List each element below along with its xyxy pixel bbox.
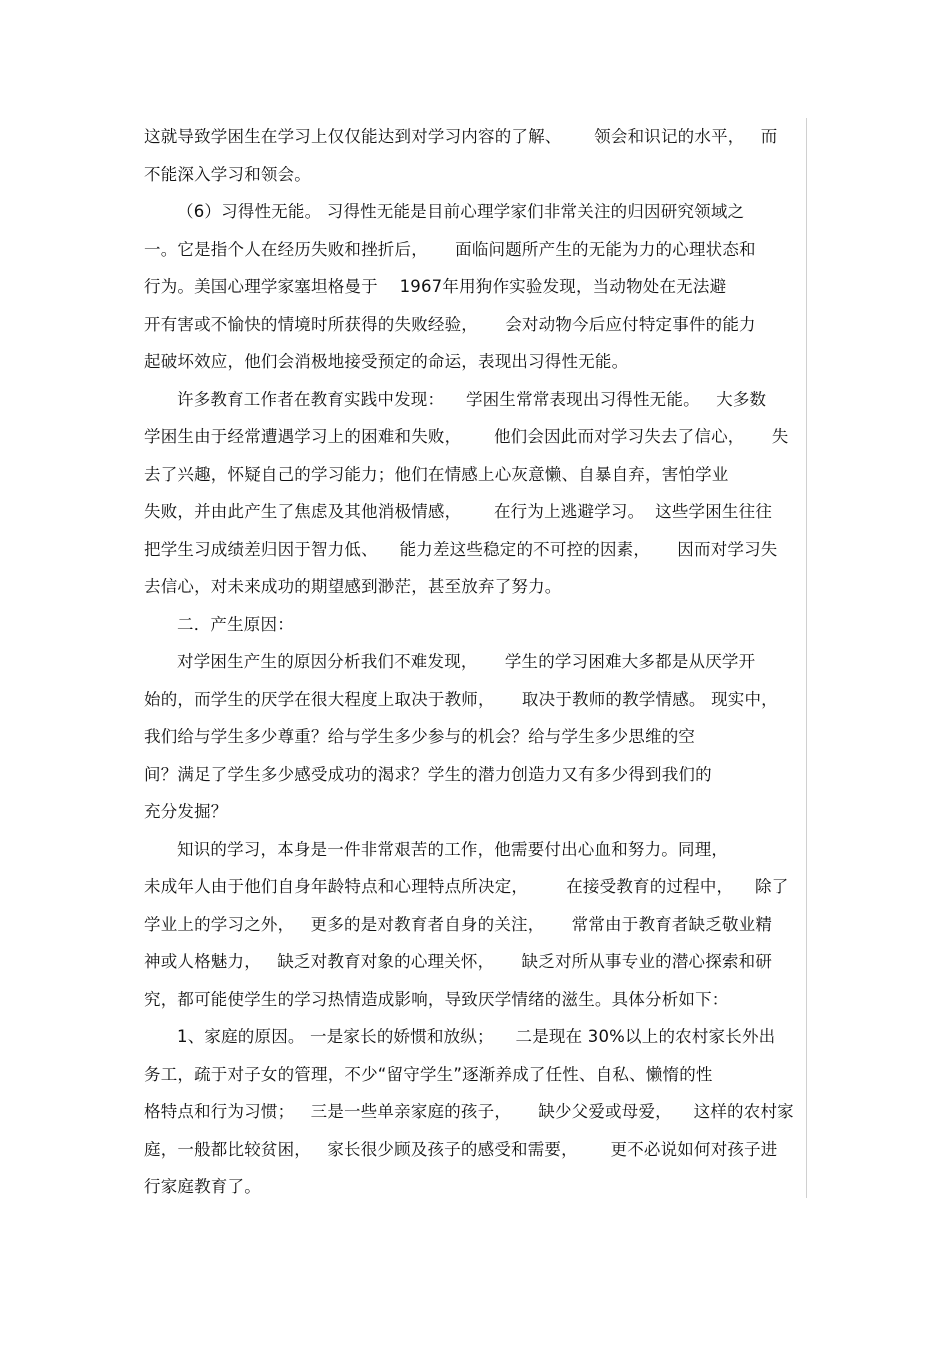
text-line: 始的，而学生的厌学在很大程度上取决于教师， 取决于教师的教学情感。 现实中，: [144, 689, 778, 709]
text-line: （6）习得性无能。 习得性无能是目前心理学家们非常关注的归因研究领域之: [177, 202, 745, 221]
text-line: 究，都可能使学生的学习热情造成影响，导致厌学情绪的滋生。具体分析如下：: [144, 989, 729, 1009]
text-line: 行家庭教育了。: [144, 1177, 261, 1196]
text-line: 开有害或不愉快的情境时所获得的失败经验， 会对动物今后应付特定事件的能力: [144, 314, 756, 334]
text-line: 我们给与学生多少尊重？给与学生多少参与的机会？给与学生多少思维的空: [144, 727, 696, 746]
text-line: 把学生习成绩差归因于智力低、 能力差这些稳定的不可控的因素， 因而对学习失: [144, 539, 778, 559]
text-line: 庭，一般都比较贫困， 家长很少顾及孩子的感受和需要， 更不必说如何对孩子进: [144, 1139, 778, 1159]
text-line: 间？满足了学生多少感受成功的渴求？学生的潜力创造力又有多少得到我们的: [144, 764, 712, 784]
text-line: 学困生由于经常遭遇学习上的困难和失败， 他们会因此而对学习失去了信心， 失: [144, 427, 789, 446]
text-line: 这就导致学困生在学习上仅仅能达到对学习内容的了解、 领会和识记的水平， 而: [144, 127, 778, 146]
text-line: 务工，疏于对子女的管理，不少“留守学生”逐渐养成了任性、自私、懒惰的性: [144, 1064, 713, 1084]
text-line: 行为。美国心理学家塞坦格曼于 1967年用狗作实验发现，当动物处在无法避: [144, 277, 727, 296]
text-line: 一。它是指个人在经历失败和挫折后， 面临问题所产生的无能为力的心理状态和: [144, 239, 756, 259]
text-line: 去信心，对未来成功的期望感到渺茫，甚至放弃了努力。: [144, 577, 562, 596]
text-line: 失败，并由此产生了焦虑及其他消极情感， 在行为上逃避学习。 这些学困生往往: [144, 502, 773, 521]
text-line: 不能深入学习和领会。: [144, 164, 311, 184]
text-line: 1、家庭的原因。 一是家长的娇惯和放纵； 二是现在 30%以上的农村家长外出: [177, 1027, 776, 1046]
text-line: 二．产生原因：: [177, 614, 294, 634]
text-line: 未成年人由于他们自身年龄特点和心理特点所决定， 在接受教育的过程中， 除了: [144, 877, 789, 896]
text-line: 学业上的学习之外， 更多的是对教育者自身的关注， 常常由于教育者缺乏敬业精: [144, 914, 773, 934]
text-line: 对学困生产生的原因分析我们不难发现， 学生的学习困难大多都是从厌学开: [177, 652, 756, 671]
text-line: 起破坏效应，他们会消极地接受预定的命运，表现出习得性无能。: [144, 352, 629, 371]
text-line: 格特点和行为习惯； 三是一些单亲家庭的孩子， 缺少父爱或母爱， 这样的农村家: [144, 1102, 794, 1121]
right-margin-rule: [806, 118, 807, 1198]
body-text: [144, 118, 804, 1206]
text-line: 知识的学习，本身是一件非常艰苦的工作，他需要付出心血和努力。同理，: [177, 839, 729, 859]
text-line: 去了兴趣，怀疑自己的学习能力；他们在情感上心灰意懒、自暴自弃，害怕学业: [144, 464, 729, 484]
text-line: 神或人格魅力， 缺乏对教育对象的心理关怀， 缺乏对所从事专业的潜心探索和研: [144, 952, 773, 971]
text-line: 充分发掘？: [144, 802, 228, 821]
text-line: 许多教育工作者在教育实践中发现： 学困生常常表现出习得性无能。 大多数: [177, 389, 767, 409]
